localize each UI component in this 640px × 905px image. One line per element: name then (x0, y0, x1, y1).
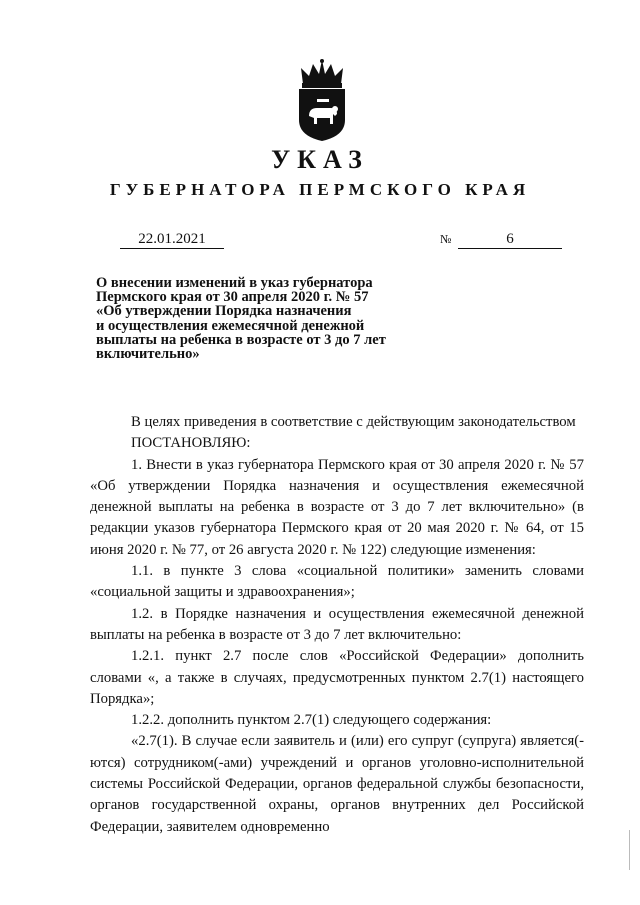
paragraph-item-1: 1. Внести в указ губернатора Пермского края от 30 апреля 2020 г. № 57 «Об утверждении Порядка назначения и осуществления ежемесячной денежной выплаты на ребенка в возрасте от 3 до 7 лет включительно» (в редакции указов губернатора Пермского края от 20 мая 2020 г. № 64, от 15 июня 2020 г. № 77, от 26 августа 2020 г. № 122) следующие изменения: (90, 456, 584, 558)
document-number: 6 (458, 230, 562, 249)
number-label: № (440, 232, 452, 246)
heading-line: включительно» (96, 346, 200, 363)
coat-of-arms-icon (295, 58, 349, 142)
paragraph-item-1-1: 1.1. в пункте 3 слова «социальной политики» заменить словами «социальной защиты и здравоохранения»; (90, 563, 584, 601)
paragraph-item-1-2-2: 1.2.2. дополнить пунктом 2.7(1) следующего содержания: (131, 712, 492, 729)
paragraph-resolve: ПОСТАНОВЛЯЮ: (131, 435, 251, 452)
document-heading (96, 276, 426, 361)
heading-line: выплаты на ребенка в возрасте от 3 до 7 лет (96, 331, 386, 348)
document-body (90, 412, 584, 838)
document-title: УКАЗ (271, 145, 369, 174)
page-edge-line (629, 830, 630, 870)
paragraph-item-1-2: 1.2. в Порядке назначения и осуществления ежемесячной денежной выплаты на ребенка в возрасте от 3 до 7 лет включительно: (90, 605, 584, 643)
heading-line: Пермского края от 30 апреля 2020 г. № 57 (96, 289, 369, 306)
paragraph-item-1-2-1: 1.2.1. пункт 2.7 после слов «Российской Федерации» дополнить словами «, а также в случаях, предусмотренных пунктом 2.7(1) настоящего Порядка»; (90, 648, 584, 707)
paragraph-item-2-7-1: «2.7(1). В случае если заявитель и (или) его супруг (супруга) является(-ются) сотрудником(-ами) учреждений и органов уголовно-исполнительной системы Российской Федерации, органов федеральной службы безопасности, органов государственной охраны, органов внутренних дел Российской Федерации, заявителем одновременно (90, 733, 584, 835)
heading-line: О внесении изменений в указ губернатора (96, 275, 373, 291)
document-subtitle: ГУБЕРНАТОРА ПЕРМСКОГО КРАЯ (109, 180, 531, 199)
paragraph-preamble: В целях приведения в соответствие с действующим законодательством (131, 414, 576, 430)
document-date: 22.01.2021 (120, 230, 224, 249)
heading-line: и осуществления ежемесячной денежной (96, 317, 365, 334)
heading-line: «Об утверждении Порядка назначения (96, 303, 352, 320)
